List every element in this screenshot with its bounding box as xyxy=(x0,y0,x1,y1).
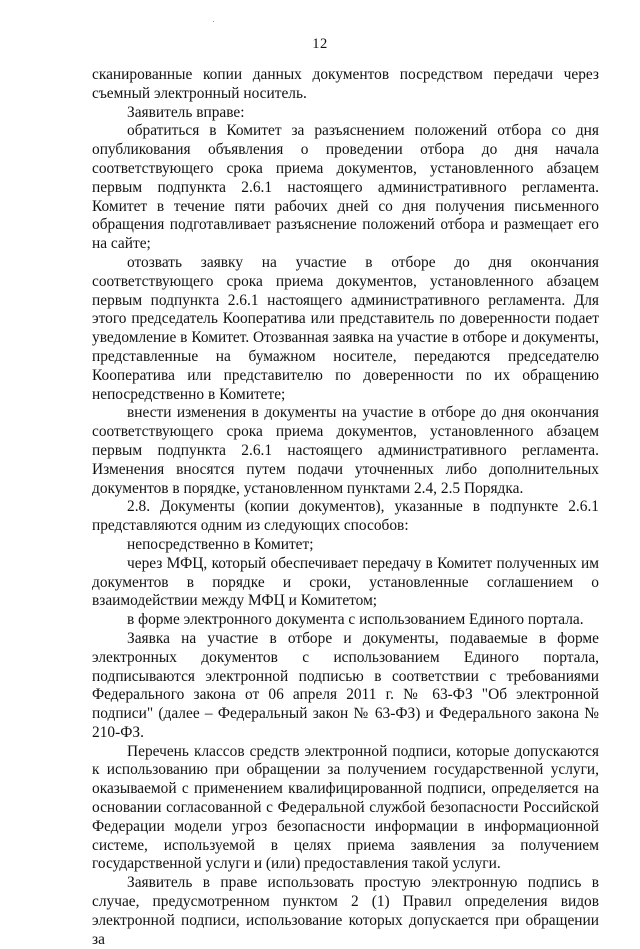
paragraph-via-mfc: через МФЦ, который обеспечивает передачу в Комитет полученных им документов в порядке и сроки, установленные соглашением о взаимодействии между МФЦ и Комитетом; xyxy=(92,554,599,610)
paragraph-electronic-form: в форме электронного документа с использованием Единого портала. xyxy=(127,611,584,629)
paragraph-applicant-rights: Заявитель вправе: xyxy=(127,103,245,121)
paragraph-amend-documents: внести изменения в документы на участие в отборе до дня окончания соответствующего срока приема документов, установленного абзацем первым подпункта 2.6.1 настоящего административного регламента. Изменения вносятся путем подачи уточненных либо дополнительных документов в порядке, установленном пунктами 2.4, 2.5 Порядка. xyxy=(92,404,599,497)
paragraph-section-2-8: 2.8. Документы (копии документов), указанные в подпункте 2.6.1 представляются одним из следующих способов: xyxy=(92,498,599,535)
paragraph-electronic-signature: Заявка на участие в отборе и документы, подаваемые в форме электронных документов с использованием Единого портала, подписываются электронной подписью в соответствии с требованиями Федерального закона от 06 апреля 2011 г. № 63-ФЗ "Об электронной подписи" (далее – Федеральный закон № 63-ФЗ) и Федерального закона № 210-ФЗ. xyxy=(92,629,599,741)
paragraph-request-clarification: обратиться в Комитет за разъяснением положений отбора со дня опубликования объявления о проведении отбора до дня начала соответствующего срока приема документов, установленного абзацем первым подпункта 2.6.1 настоящего административного регламента. Комитет в течение пяти рабочих дней со дня получения письменного обращения подготавливает разъяснение положений отбора и размещает его на сайте; xyxy=(92,122,599,253)
paragraph-continuation: сканированные копии данных документов посредством передачи через съемный электронный носитель. xyxy=(92,66,599,102)
paragraph-directly-to-committee: непосредственно в Комитет; xyxy=(127,535,314,553)
paragraph-signature-classes: Перечень классов средств электронной подписи, которые допускаются к использованию при обращении за получением государственной услуги, оказываемой с применением квалифицированной подписи, определяется на основании согласованной с Федеральной службой безопасности Российской Федерации модели угроз безопасности информации в информационной системе, используемой в целях приема заявления за получением государственной услуги и (или) предоставления такой услуги. xyxy=(92,742,599,873)
document-body xyxy=(92,66,599,949)
scan-speck xyxy=(213,21,214,22)
paragraph-simple-signature: Заявитель в праве использовать простую электронную подпись в случае, предусмотренном пунктом 2 (1) Правил определения видов электронной подписи, использование которых допускается при обращении за xyxy=(92,874,599,948)
paragraph-withdraw-application: отозвать заявку на участие в отборе до дня окончания соответствующего срока приема документов, установленного абзацем первым подпункта 2.6.1 настоящего административного регламента. Для этого председатель Кооператива или представитель по доверенности подает уведомление в Комитет. Отозванная заявка на участие в отборе и документы, представленные на бумажном носителе, передаются председателю Кооператива или представителю по доверенности по их обращению непосредственно в Комитете; xyxy=(92,253,599,403)
page-number: 12 xyxy=(312,36,328,52)
